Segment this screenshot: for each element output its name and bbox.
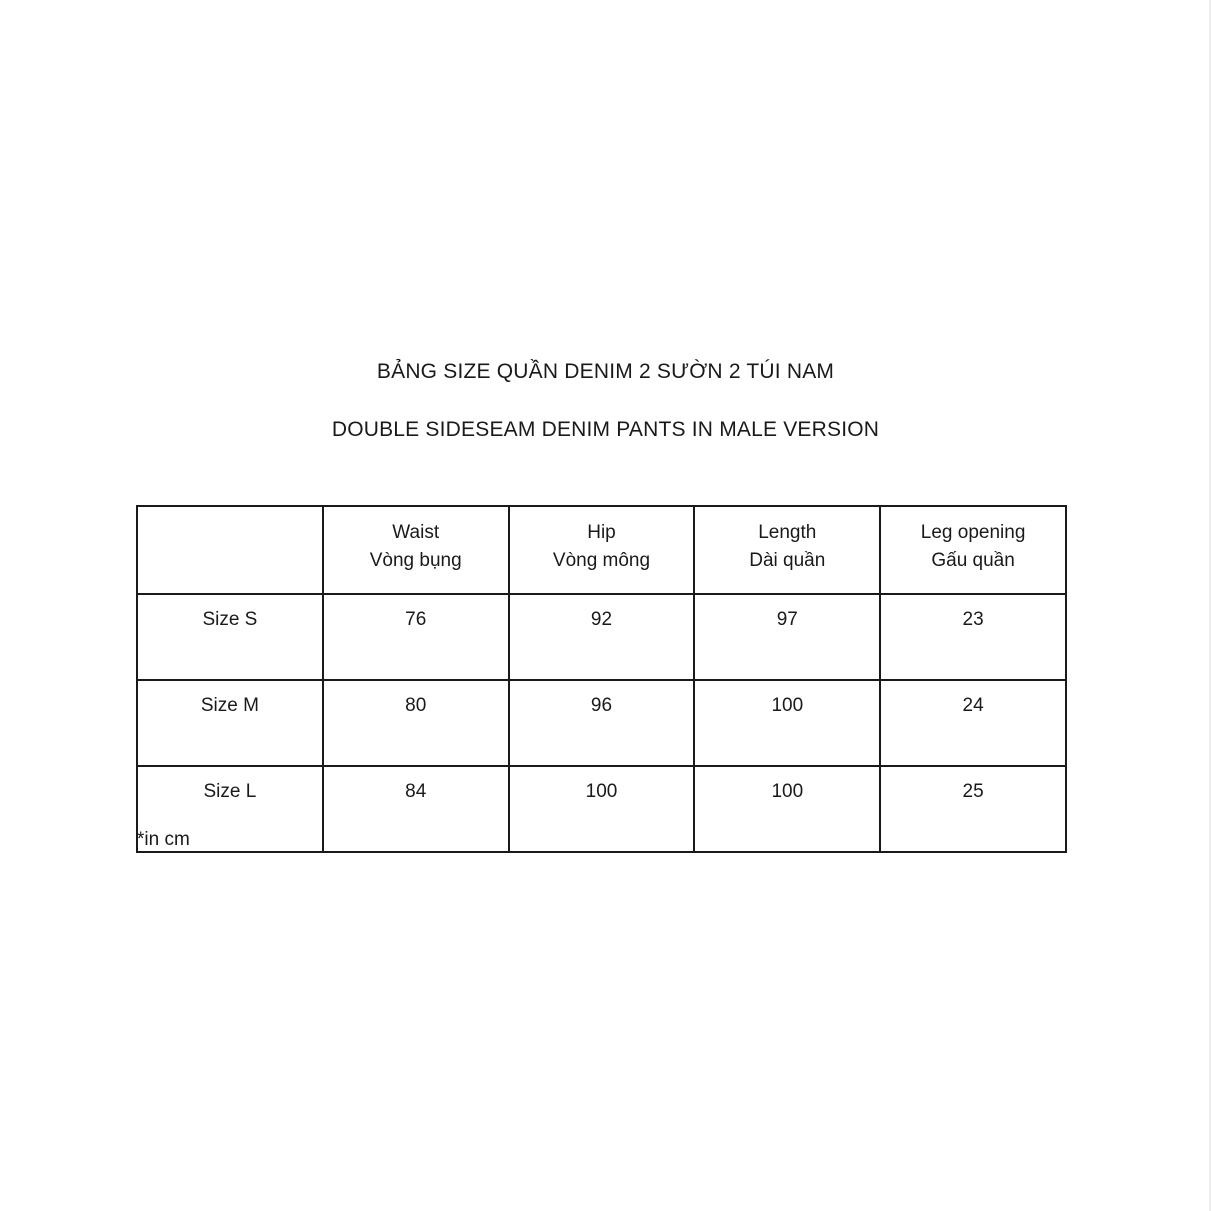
cell-waist: 76 <box>323 594 509 680</box>
cell-waist: 84 <box>323 766 509 852</box>
table-header-row <box>137 506 1066 594</box>
header-leg-opening-vi: Gấu quần <box>931 550 1015 571</box>
cell-leg-opening: 23 <box>880 594 1066 680</box>
cell-hip: 100 <box>509 766 695 852</box>
title-vietnamese: BẢNG SIZE QUẦN DENIM 2 SƯỜN 2 TÚI NAM <box>376 360 835 383</box>
table-row-size-m <box>137 680 1066 766</box>
cell-size-label: Size S <box>137 594 323 680</box>
header-cell-leg-opening <box>880 506 1066 594</box>
cell-size-label: Size M <box>137 680 323 766</box>
cell-waist: 80 <box>323 680 509 766</box>
cell-leg-opening: 25 <box>880 766 1066 852</box>
title-english: DOUBLE SIDESEAM DENIM PANTS IN MALE VERSION <box>331 418 880 441</box>
header-waist-en: Waist <box>392 522 440 543</box>
table-row-size-l <box>137 766 1066 852</box>
cell-length: 97 <box>694 594 880 680</box>
cell-length: 100 <box>694 766 880 852</box>
header-cell-length <box>694 506 880 594</box>
header-cell-empty <box>137 506 323 594</box>
unit-note: *in cm <box>137 829 190 850</box>
header-waist-vi: Vòng bụng <box>369 550 462 571</box>
header-length-vi: Dài quần <box>749 550 826 571</box>
header-hip-vi: Vòng mông <box>552 550 651 571</box>
size-chart-table <box>136 505 1067 853</box>
header-hip-en: Hip <box>587 522 616 543</box>
header-cell-hip <box>509 506 695 594</box>
cell-length: 100 <box>694 680 880 766</box>
header-cell-waist <box>323 506 509 594</box>
cell-hip: 92 <box>509 594 695 680</box>
cell-leg-opening: 24 <box>880 680 1066 766</box>
cell-hip: 96 <box>509 680 695 766</box>
header-leg-opening-en: Leg opening <box>920 522 1026 543</box>
header-length-en: Length <box>758 522 817 543</box>
cell-size-label: Size L <box>137 766 323 852</box>
table-row-size-s <box>137 594 1066 680</box>
